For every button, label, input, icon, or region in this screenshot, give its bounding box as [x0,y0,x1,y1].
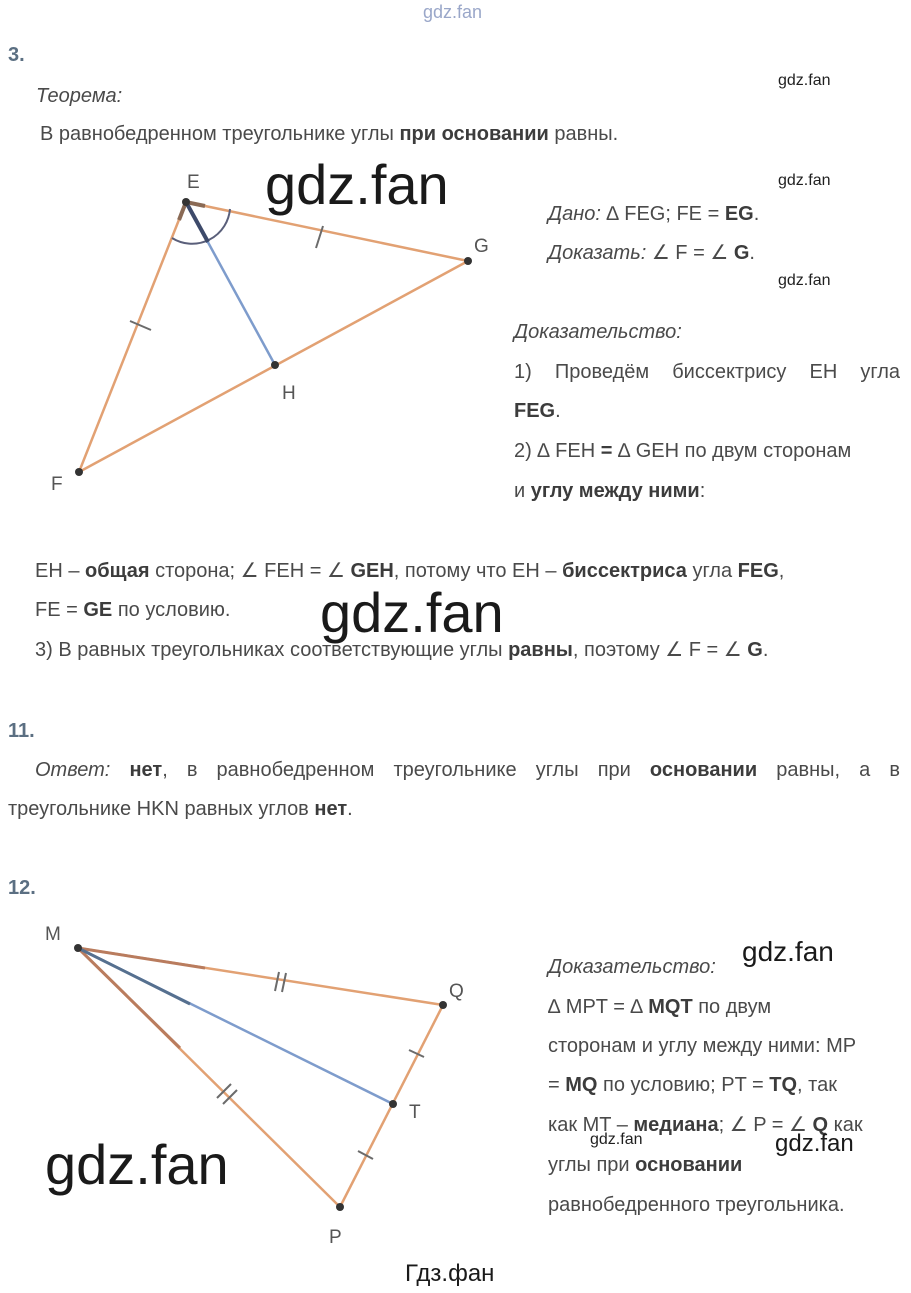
proof-12-line-1: ∆ MPT = ∆ MQT по двум [548,996,772,1018]
point-f [75,468,83,476]
watermark-small-4: gdz.fan [590,1131,643,1148]
proof-step-3: 3) В равных треугольниках соответствующие углы равны, поэтому ∠ F = ∠ G. [35,639,769,661]
proof-12-line-4: как MT – медиана; ∠ P = ∠ Q как [548,1114,863,1136]
answer-line-2: треугольнике HKN равных углов нет. [8,798,353,820]
watermark-mid-1: gdz.fan [742,936,834,967]
proof-label-12: Доказательство: [548,956,716,978]
watermark-bottom: Гдз.фан [405,1260,495,1287]
task-3-number: 3. [8,44,25,66]
watermark-small-2: gdz.fan [778,172,831,189]
watermark-big-3: gdz.fan [45,1133,229,1196]
label-e: E [187,172,200,193]
proof-12-line-5: углы при основании [548,1154,743,1176]
proof-12-line-2: сторонам и углу между ними: MP [548,1035,857,1057]
task-11-number: 11. [8,720,35,742]
label-f: F [51,474,63,495]
proof-step-2-cont: и углу между ними: [514,480,706,502]
watermark-big-1: gdz.fan [265,153,449,216]
point-p [336,1203,344,1211]
task-12-number: 12. [8,877,36,899]
label-h: H [282,383,296,404]
bisector-marker [186,202,208,242]
tick-ef [130,321,151,330]
triangle-feg-figure [0,160,520,500]
label-p: P [329,1227,342,1248]
proof-12-line-6: равнобедренного треугольника. [548,1194,845,1216]
side-eg [186,202,468,261]
proof-label-3: Доказательство: [514,321,682,343]
point-e [182,198,190,206]
proof-line-fe: FE = GE по условию. [35,599,231,621]
given-line: Дано: ∆ FEG; FE = EG. [548,203,760,225]
side-ef [79,202,186,472]
proof-step-1-end: FEG. [514,400,561,422]
point-m [74,944,82,952]
theorem-statement: В равнобедренном треугольнике углы при основании равны. [40,123,619,145]
watermark-mid-2: gdz.fan [775,1130,854,1157]
label-m: M [45,924,61,945]
watermark-small-3: gdz.fan [778,272,831,289]
proof-step-2: 2) ∆ FEH = ∆ GEH по двум сторонам [514,440,852,462]
tick-mq-b [282,973,286,992]
point-t [389,1100,397,1108]
answer-line-1: Ответ: нет, в равнобедренном треугольнике углы при основании равны, а в [35,759,901,781]
point-g [464,257,472,265]
watermark-big-2: gdz.fan [320,581,504,644]
point-h [271,361,279,369]
watermark-top: gdz.fan [423,2,483,22]
theorem-label: Теорема: [36,85,123,107]
proof-12-line-3: = MQ по условию; PT = TQ, так [548,1074,837,1096]
watermark-small-1: gdz.fan [778,72,831,89]
point-q [439,1001,447,1009]
prove-line: Доказать: ∠ F = ∠ G. [548,242,755,264]
label-t: T [409,1102,421,1123]
proof-line-eh: EH – общая сторона; ∠ FEH = ∠ GEH, потому что EH – биссектриса угла FEG, [35,560,785,582]
proof-step-1: 1) Проведём биссектрису EH угла [514,361,900,383]
label-g: G [474,236,489,257]
tick-mq-a [275,972,279,991]
label-q: Q [449,981,464,1002]
triangle-mpq-figure [0,915,520,1255]
